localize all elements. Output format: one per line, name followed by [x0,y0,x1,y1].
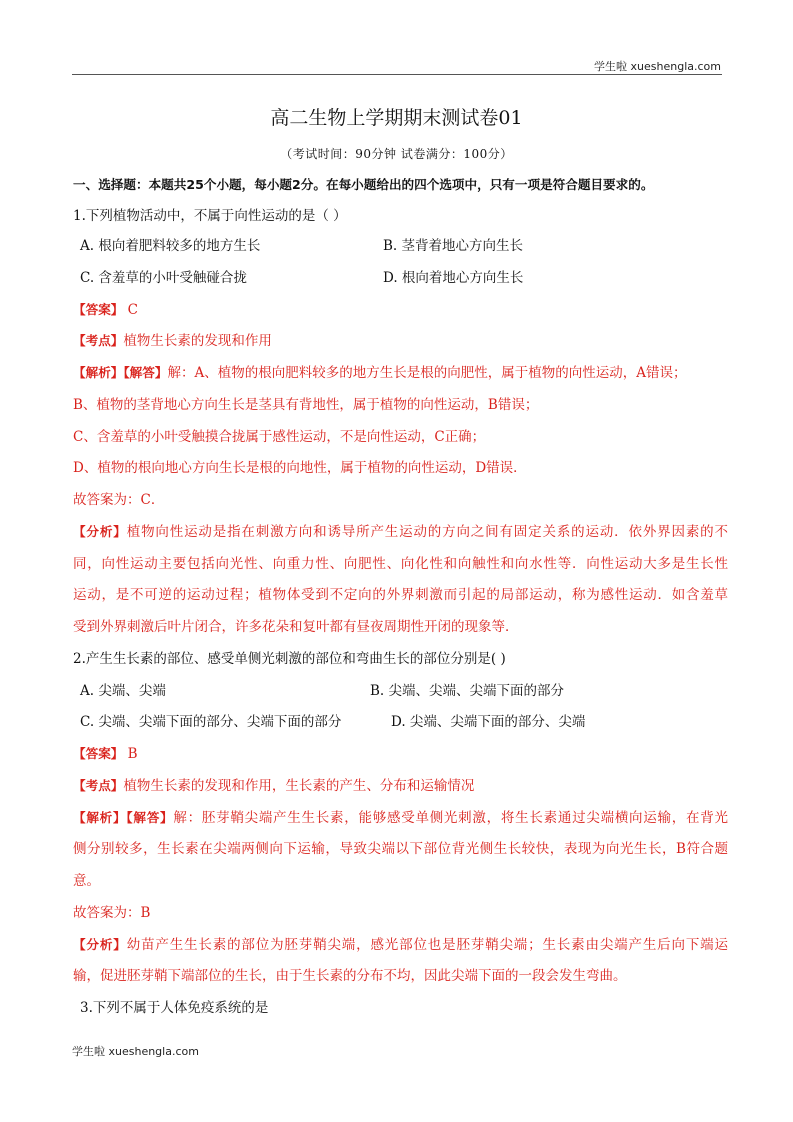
fenxi-tag: 【分析】 [73,524,127,539]
q1-conclusion: 故答案为：C． [73,492,165,508]
q2-conclusion: 故答案为：B [73,905,151,921]
question-1-stem: 1.下列植物活动中，不属于向性运动的是（ ） [73,208,347,224]
q1-kaodian [73,332,728,350]
q2-jiexi-line-2: 侧分别较多，生长素在尖端两侧向下运输，导致尖端以下部位背光侧生长较快，表现为向光生长，B符合题 [73,841,728,857]
answer-value: C [127,302,139,318]
q2-answer [73,745,728,763]
q1-jiexi-line-4: D、植物的根向地心方向生长是根的向地性，属于植物的向性运动，D错误． [73,460,527,476]
answer-tag: 【答案】 [73,746,124,761]
jiexi-text: 解：A、植物的根向肥料较多的地方生长是根的向肥性，属于植物的向性运动，A错误； [167,365,687,381]
jiexi-tag: 【解析】【解答】 [73,365,168,380]
kaodian-tag: 【考点】 [73,778,124,793]
q2-kaodian [73,777,728,795]
q2-option-a: A. 尖端、尖端 [80,683,166,699]
kaodian-tag: 【考点】 [73,333,124,348]
q1-jiexi-line-2: B、植物的茎背地心方向生长是茎具有背地性，属于植物的向性运动，B错误； [73,397,539,413]
q2-jiexi-line-1 [73,809,728,827]
jiexi-tag: 【解析】【解答】 [73,810,174,825]
q2-option-d: D. 尖端、尖端下面的部分、尖端 [391,714,586,730]
page-title: 高二生物上学期期末测试卷01 [270,107,523,129]
footer-brand: 学生啦 xueshengla.com [72,1045,199,1058]
answer-tag: 【答案】 [73,302,124,317]
kaodian-text: 植物生长素的发现和作用，生长素的产生、分布和运输情况 [123,778,475,794]
q1-option-a: A. 根向着肥料较多的地方生长 [80,238,261,254]
fenxi-tag: 【分析】 [73,937,127,952]
q1-jiexi-line-1 [73,364,728,382]
q1-fenxi-line-2: 同，向性运动主要包括向光性、向重力性、向肥性、向化性和向触性和向水性等．向性运动大多是生长性 [73,556,728,572]
q2-jiexi-line-3: 意。 [73,873,100,889]
q2-option-c: C. 尖端、尖端下面的部分、尖端下面的部分 [80,714,342,730]
q2-option-b: B. 尖端、尖端、尖端下面的部分 [370,683,565,699]
q1-option-d: D. 根向着地心方向生长 [383,270,524,286]
q1-fenxi-line-4: 受到外界刺激后叶片闭合，许多花朵和复叶都有昼夜周期性开闭的现象等． [73,619,519,635]
q2-fenxi-line-2: 输，促进胚芽鞘下端部位的生长，由于生长素的分布不均，因此尖端下面的一段会发生弯曲。 [73,968,627,984]
q2-fenxi-line-1 [73,936,728,954]
header-divider [72,74,722,75]
header-brand: 学生啦 xueshengla.com [594,60,721,73]
fenxi-text: 幼苗产生生长素的部位为胚芽鞘尖端，感光部位也是胚芽鞘尖端；生长素由尖端产生后向下端运 [126,937,729,953]
q1-fenxi-line-3: 运动，是不可逆的运动过程；植物体受到不定向的外界刺激而引起的局部运动，称为感性运动．如含羞草 [73,587,728,603]
exam-info: （考试时间：90分钟 试卷满分：100分） [280,147,513,161]
fenxi-text: 植物向性运动是指在刺激方向和诱导所产生运动的方向之间有固定关系的运动．依外界因素的不 [126,524,729,540]
answer-value: B [127,746,138,762]
q1-jiexi-line-3: C、含羞草的小叶受触摸合拢属于感性运动，不是向性运动，C正确； [73,429,486,445]
q1-answer [73,301,728,319]
q1-option-b: B. 茎背着地心方向生长 [383,238,524,254]
jiexi-text: 解：胚芽鞘尖端产生生长素，能够感受单侧光刺激，将生长素通过尖端横向运输，在背光 [173,810,728,826]
q1-fenxi-line-1 [73,523,728,541]
kaodian-text: 植物生长素的发现和作用 [123,333,272,349]
section-heading: 一、选择题：本题共25个小题，每小题2分。在每小题给出的四个选项中，只有一项是符合题目要求的。 [73,177,654,192]
q1-option-c: C. 含羞草的小叶受触碰合拢 [80,270,247,286]
question-3-stem: 3.下列不属于人体免疫系统的是 [80,1000,269,1016]
question-2-stem: 2.产生生长素的部位、感受单侧光刺激的部位和弯曲生长的部位分别是( ) [73,651,506,667]
